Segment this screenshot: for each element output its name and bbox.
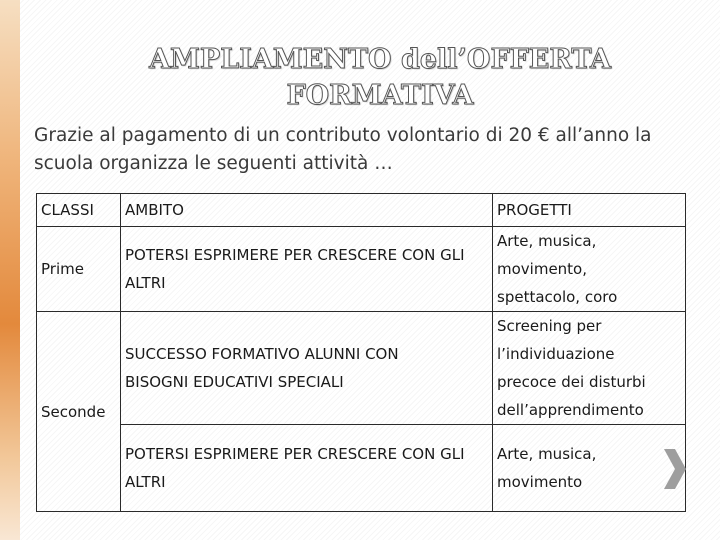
cell-progetti bbox=[493, 425, 686, 512]
table-row bbox=[37, 227, 686, 312]
chevron-shape bbox=[664, 449, 686, 489]
cell-line: BISOGNI EDUCATIVI SPECIALI bbox=[125, 373, 344, 391]
header-classi: CLASSI bbox=[37, 194, 121, 227]
cell-ambito bbox=[121, 312, 493, 425]
cell-line: ALTRI bbox=[125, 473, 166, 491]
chevron-right-icon[interactable] bbox=[660, 446, 688, 492]
cell-classe-seconde: Seconde bbox=[37, 312, 121, 512]
slide-title-line-1: AMPLIAMENTO dell’OFFERTA bbox=[149, 44, 611, 75]
cell-line: POTERSI ESPRIMERE PER CRESCERE CON GLI bbox=[125, 246, 465, 264]
subtitle-line-1: Grazie al pagamento di un contributo volontario di 20 € all’anno la bbox=[34, 125, 652, 146]
table-row bbox=[37, 425, 686, 512]
cell-ambito bbox=[121, 425, 493, 512]
cell-progetti bbox=[493, 312, 686, 425]
cell-line: POTERSI ESPRIMERE PER CRESCERE CON GLI bbox=[125, 445, 465, 463]
table-header-row bbox=[37, 194, 686, 227]
table-row bbox=[37, 312, 686, 425]
cell-line: precoce dei disturbi bbox=[497, 373, 646, 391]
cell-line: dell’apprendimento bbox=[497, 401, 644, 419]
accent-bar bbox=[0, 0, 20, 540]
cell-line: movimento bbox=[497, 473, 583, 491]
activities-table bbox=[36, 193, 686, 512]
subtitle-line-2: scuola organizza le seguenti attività … bbox=[34, 153, 393, 174]
cell-line: movimento, bbox=[497, 260, 588, 278]
slide-subtitle bbox=[34, 122, 694, 178]
cell-classe-prime: Prime bbox=[37, 227, 121, 312]
header-ambito: AMBITO bbox=[121, 194, 493, 227]
cell-line: SUCCESSO FORMATIVO ALUNNI CON bbox=[125, 345, 399, 363]
cell-progetti bbox=[493, 227, 686, 312]
cell-line: ALTRI bbox=[125, 274, 166, 292]
cell-ambito bbox=[121, 227, 493, 312]
cell-line: Screening per bbox=[497, 317, 602, 335]
cell-line: Arte, musica, bbox=[497, 232, 597, 250]
slide-title-line-2: FORMATIVA bbox=[286, 80, 474, 111]
cell-line: Arte, musica, bbox=[497, 445, 597, 463]
slide-title bbox=[60, 42, 700, 114]
cell-line: spettacolo, coro bbox=[497, 288, 618, 306]
cell-line: l’individuazione bbox=[497, 345, 615, 363]
chevron-right-icon-svg bbox=[660, 446, 688, 492]
header-progetti: PROGETTI bbox=[493, 194, 686, 227]
